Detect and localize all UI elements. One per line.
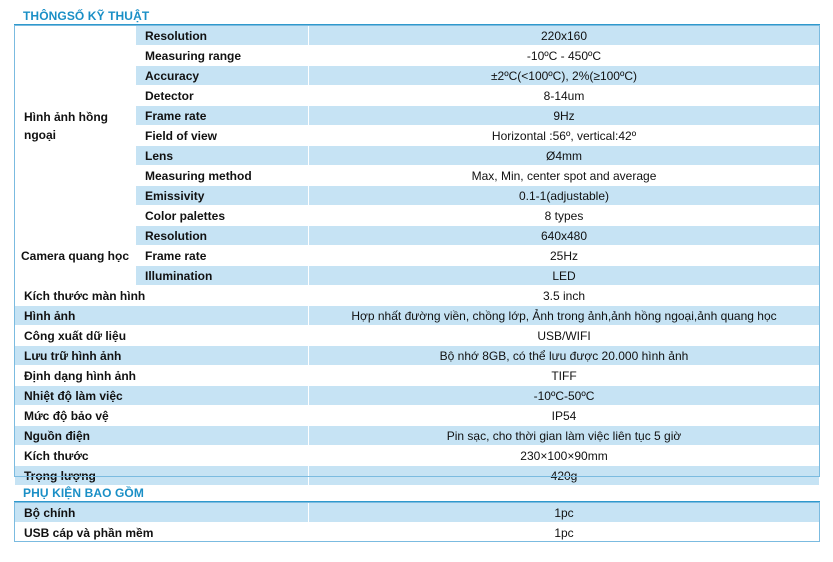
spec-label: Nhiệt độ làm việc xyxy=(15,386,309,406)
spec-label: Trọng lượng xyxy=(15,466,309,486)
spec-label: Measuring range xyxy=(136,46,309,66)
spec-value: TIFF xyxy=(309,366,820,386)
table-row xyxy=(15,106,820,126)
table-row xyxy=(15,166,820,186)
spec-label: Measuring method xyxy=(136,166,309,186)
spec-value: IP54 xyxy=(309,406,820,426)
accessories-section-title: PHỤ KIỆN BAO GỒM xyxy=(23,486,144,500)
spec-label: Mức độ bảo vệ xyxy=(15,406,309,426)
spec-label: Công xuất dữ liệu xyxy=(15,326,309,346)
table-row xyxy=(15,286,820,306)
spec-label: Nguồn điện xyxy=(15,426,309,446)
spec-value: 3.5 inch xyxy=(309,286,820,306)
spec-label: Resolution xyxy=(136,226,309,246)
spec-label: Kích thước xyxy=(15,446,309,466)
ir-group-label: Hình ảnh hồng ngoại xyxy=(15,26,136,226)
spec-value: 25Hz xyxy=(309,246,820,266)
table-row xyxy=(15,366,820,386)
spec-value: Horizontal :56º, vertical:42º xyxy=(309,126,820,146)
spec-label: Frame rate xyxy=(136,106,309,126)
accessory-label: USB cáp và phần mềm xyxy=(15,523,309,543)
spec-label: Detector xyxy=(136,86,309,106)
spec-value: Hợp nhất đường viền, chồng lớp, Ảnh trong ảnh,ảnh hồng ngoại,ảnh quang học xyxy=(309,306,820,326)
table-row xyxy=(15,326,820,346)
spec-value: -10ºC - 450ºC xyxy=(309,46,820,66)
spec-value: LED xyxy=(309,266,820,286)
spec-value: Ø4mm xyxy=(309,146,820,166)
table-row xyxy=(15,26,820,46)
table-row xyxy=(15,206,820,226)
spec-label: Emissivity xyxy=(136,186,309,206)
spec-label: Định dạng hình ảnh xyxy=(15,366,309,386)
spec-label: Hình ảnh xyxy=(15,306,309,326)
spec-value: 640x480 xyxy=(309,226,820,246)
spec-table xyxy=(14,25,820,486)
table-row xyxy=(15,386,820,406)
accessory-value: 1pc xyxy=(309,503,820,523)
table-row xyxy=(15,86,820,106)
spec-label: Kích thước màn hình xyxy=(15,286,309,306)
spec-label: Resolution xyxy=(136,26,309,46)
accessories-table xyxy=(14,502,820,543)
spec-label: Illumination xyxy=(136,266,309,286)
spec-label: Color palettes xyxy=(136,206,309,226)
spec-value: Max, Min, center spot and average xyxy=(309,166,820,186)
accessory-value: 1pc xyxy=(309,523,820,543)
spec-section-title: THÔNGSỐ KỸ THUẬT xyxy=(23,9,150,23)
table-row xyxy=(15,466,820,486)
table-row xyxy=(15,126,820,146)
table-row xyxy=(15,346,820,366)
spec-value: ±2ºC(<100ºC), 2%(≥100ºC) xyxy=(309,66,820,86)
spec-value: 8 types xyxy=(309,206,820,226)
spec-value: USB/WIFI xyxy=(309,326,820,346)
spec-value: 8-14um xyxy=(309,86,820,106)
table-row xyxy=(15,266,820,286)
spec-label: Frame rate xyxy=(136,246,309,266)
spec-label: Lens xyxy=(136,146,309,166)
table-row xyxy=(15,426,820,446)
spec-value: -10ºC-50ºC xyxy=(309,386,820,406)
table-row xyxy=(15,46,820,66)
spec-value: Pin sạc, cho thời gian làm việc liên tục 5 giờ xyxy=(309,426,820,446)
table-row xyxy=(15,503,820,523)
spec-value: Bộ nhớ 8GB, có thể lưu được 20.000 hình ảnh xyxy=(309,346,820,366)
spec-value: 9Hz xyxy=(309,106,820,126)
spec-label: Field of view xyxy=(136,126,309,146)
table-row xyxy=(15,246,820,266)
table-row xyxy=(15,66,820,86)
accessory-label: Bộ chính xyxy=(15,503,309,523)
spec-value: 230×100×90mm xyxy=(309,446,820,466)
spec-label: Lưu trữ hình ảnh xyxy=(15,346,309,366)
table-row xyxy=(15,306,820,326)
spec-value: 220x160 xyxy=(309,26,820,46)
spec-value: 0.1-1(adjustable) xyxy=(309,186,820,206)
spec-value: 420g xyxy=(309,466,820,486)
table-row xyxy=(15,523,820,543)
table-row xyxy=(15,446,820,466)
camera-group-label: Camera quang học xyxy=(15,226,136,286)
table-row xyxy=(15,146,820,166)
spec-label: Accuracy xyxy=(136,66,309,86)
table-row xyxy=(15,186,820,206)
table-row xyxy=(15,226,820,246)
table-row xyxy=(15,406,820,426)
